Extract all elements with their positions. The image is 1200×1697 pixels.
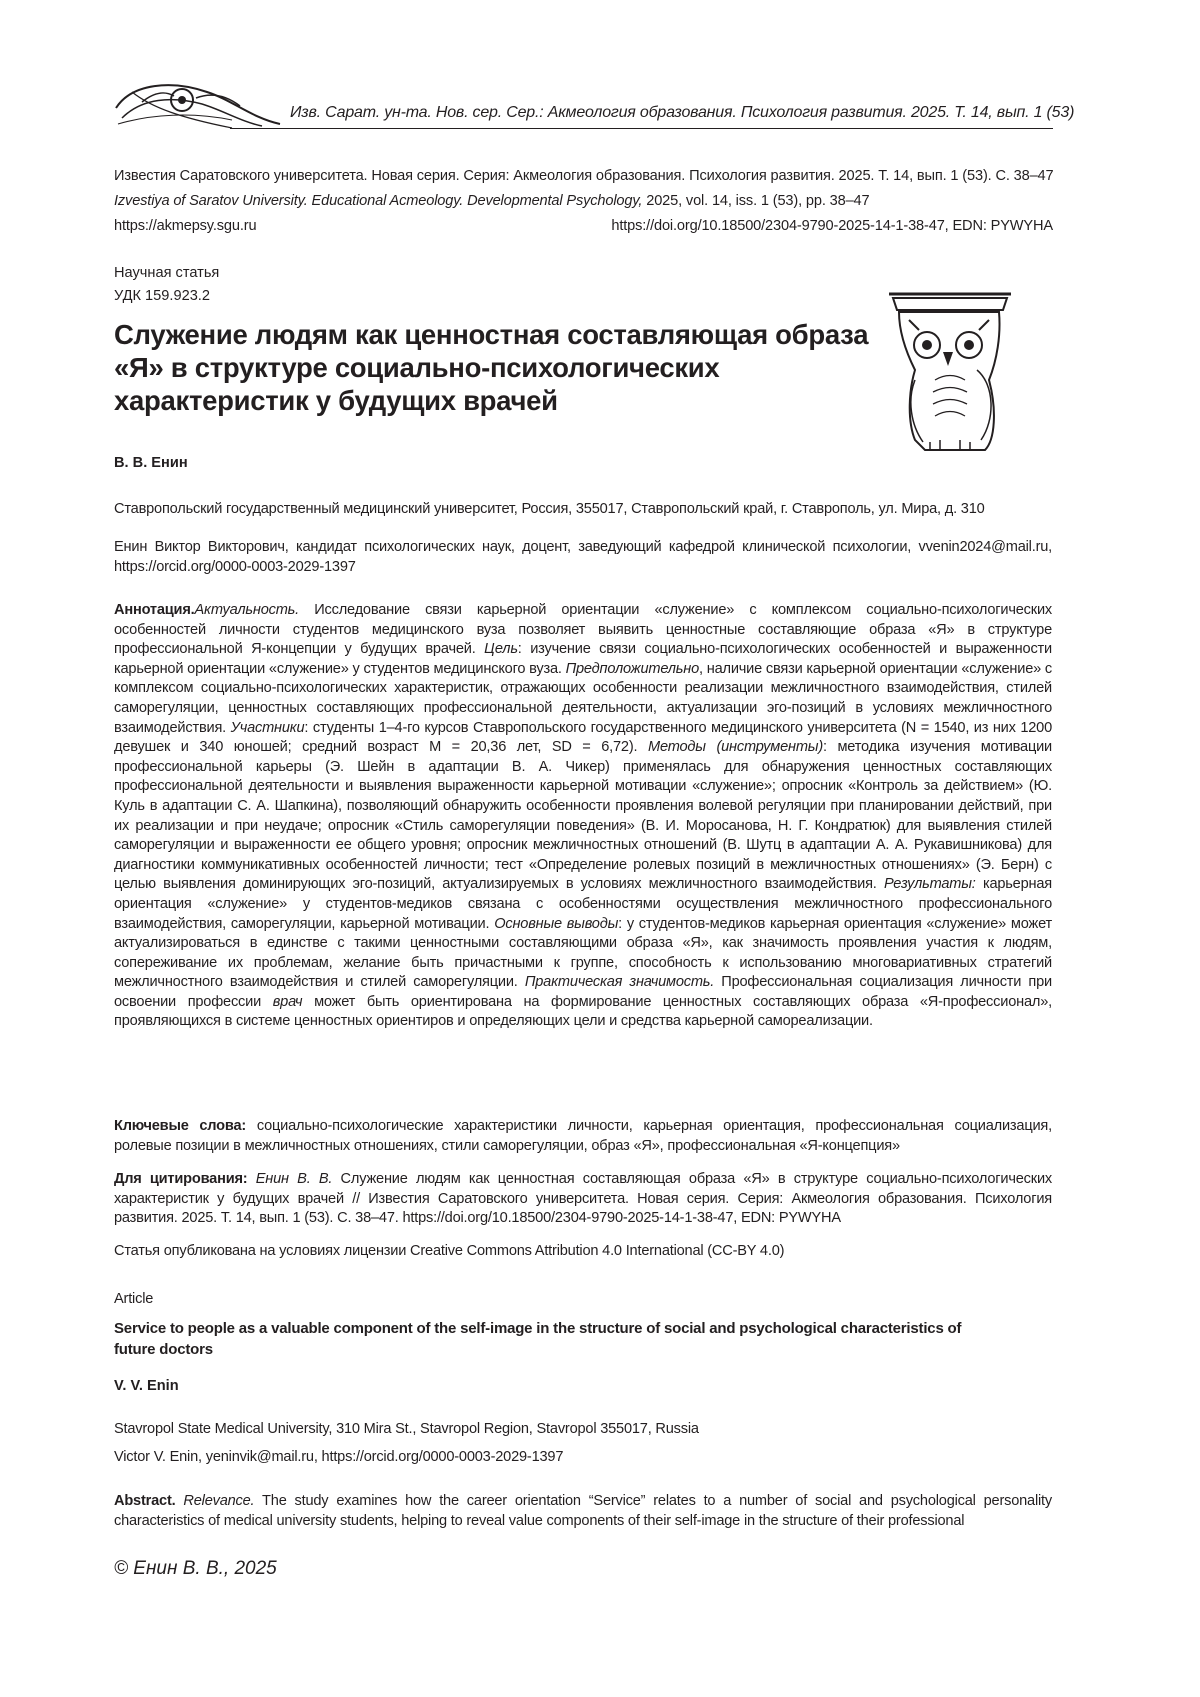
relevance-text: Исследование связи карьерной ориентации «служение» с комплексом социально-психологических особенностей личности студентов медицинского вуза позволяет выявить ценностные составляющие образа «Я» в структуре профессиональной Я-концепции у будущих врачей.	[114, 602, 1052, 657]
goal-label: Цель	[484, 641, 518, 657]
journal-logo-ornament	[112, 78, 282, 130]
affiliation-en: Stavropol State Medical University, 310 Mira St., Stavropol Region, Stavropol 355017, Russia	[114, 1420, 1052, 1440]
citation-en-journal: Izvestiya of Saratov University. Educational Acmeology. Developmental Psychology,	[114, 193, 642, 209]
copyright: © Енин В. В., 2025	[114, 1558, 277, 1580]
author-info-en: Victor V. Enin, yeninvik@mail.ru, https://orcid.org/0000-0003-2029-1397	[114, 1448, 1052, 1468]
methods-label: Методы (инструменты)	[648, 739, 823, 755]
citation-en	[114, 193, 869, 209]
significance-text-a: Профессиональная социализация личности при освоении профессии	[114, 974, 1052, 1010]
keywords-ru	[114, 1117, 1052, 1156]
abstract-ru-label: Аннотация.	[114, 602, 195, 618]
author-en: V. V. Enin	[114, 1378, 179, 1394]
affiliation-ru: Ставропольский государственный медицинский университет, Россия, 355017, Ставропольский край, г. Ставрополь, ул. Мира, д. 310	[114, 500, 1052, 520]
citation-ru: Известия Саратовского университета. Новая серия. Серия: Акмеология образования. Психология развития. 2025. Т. 14, вып. 1 (53). С. 38–47	[114, 168, 1054, 184]
keywords-label: Ключевые слова:	[114, 1118, 246, 1134]
header-rule	[230, 128, 1053, 129]
cite-text: Служение людям как ценностная составляющая образа «Я» в структуре социально-психологических характеристик у будущих врачей // Известия Саратовского университета. Новая серия. Серия: Акмеология образования. Психология развития. 2025. Т. 14, вып. 1 (53). С. 38–47. https://doi.org/10.18500/2304-9790-2025-14-1-38-47, EDN: PYWYHA	[114, 1171, 1052, 1226]
article-title-ru: Служение людям как ценностная составляющая образа «Я» в структуре социально-психологических характеристик у будущих врачей	[114, 318, 874, 417]
abstract-en	[114, 1492, 1052, 1531]
cite-label: Для цитирования:	[114, 1171, 247, 1187]
participants-label: Участники	[231, 720, 305, 736]
significance-label: Практическая значимость.	[525, 974, 714, 990]
hypothesis-text: , наличие связи карьерной ориентации «служение» с комплексом социально-психологических характеристик, отражающих особенности реализации межличностного взаимодействия, стилей саморегуляции, ценностных составляющих профессиональной деятельности, актуализации эго-позиций в условиях межличностного взаимодействия.	[114, 661, 1052, 736]
keywords-text: социально-психологические характеристики личности, карьерная ориентация, профессиональная социализация, ролевые позиции в межличностных отношениях, стили саморегуляции, образ «Я», профессиональная «Я-концепция»	[114, 1118, 1052, 1154]
article-type-ru: Научная статья	[114, 265, 219, 281]
citation-en-rest: 2025, vol. 14, iss. 1 (53), pp. 38–47	[642, 193, 869, 209]
journal-site-link[interactable]: https://akmepsy.sgu.ru	[114, 218, 256, 234]
article-type-en: Article	[114, 1290, 1052, 1310]
methods-text: : методика изучения мотивации профессиональной карьеры (Э. Шейн в адаптации В. А. Чикер) применялась для обнаружения ценностных составляющих профессиональной деятельности и выявления выраженности карьерной мотивации «служение»; опросник «Контроль за действием» (Ю. Куль в адаптации С. А. Шапкина), позволяющий обнаружить особенности проявления волевой регуляции при планировании действий, при их реализации и при неудаче; опросник «Стиль саморегуляции поведения» (В. И. Моросанова, Н. Г. Кондратюк) для выявления стилей саморегуляции и выраженности ее общего уровня; опросник межличностных отношений (В. Шутц в адаптации А. А. Рукавишникова) для диагностики коммуникативных особенностей личности; тест «Определение ролевых позиций в межличностных отношениях» (Э. Берн) с целью выявления доминирующих эго-позиций, актуализируемых в условиях межличностного взаимодействия.	[114, 739, 1052, 892]
abstract-en-label: Abstract.	[114, 1493, 175, 1509]
abstract-en-text: The study examines how the career orientation “Service” relates to a number of social and psychological personality characteristics of medical university students, helping to reveal value components of their self-image in the structure of their professional	[114, 1493, 1052, 1529]
cite-author: Енин В. В.	[247, 1171, 332, 1187]
significance-text-b: может быть ориентирована на формирование ценностных составляющих образа «Я-профессионал», проявляющихся в системе ценностных ориентиров и определяющих цели и средства карьерной самореализации.	[114, 994, 1052, 1030]
results-text: карьерная ориентация «служение» у студентов-медиков связана с особенностями осуществления межличностного профессионального взаимодействия, саморегуляции, карьерной мотивации.	[114, 876, 1052, 931]
cite-ru	[114, 1170, 1052, 1229]
hypothesis-label: Предположительно	[566, 661, 699, 677]
doi-link[interactable]: https://doi.org/10.18500/2304-9790-2025-14-1-38-47, EDN: PYWYHA	[611, 218, 1053, 234]
participants-text: : студенты 1–4-го курсов Ставропольского государственного медицинского университета (N = 1540, из них 1200 девушек и 340 юношей; средний возраст M = 20,36 лет, SD = 6,72).	[114, 720, 1052, 756]
udc-code: УДК 159.923.2	[114, 288, 210, 304]
article-title-en: Service to people as a valuable component of the self-image in the structure of social and psychological characteristics of future doctors	[114, 1318, 974, 1360]
relevance-label: Актуальность.	[195, 602, 300, 618]
author-ru: В. В. Енин	[114, 455, 188, 471]
conclusions-text: : у студентов-медиков карьерная ориентация «служение» может актуализироваться в единстве с такими ценностными составляющими образа «Я», как значимость проявления участия к людям, сопереживание их проблемам, желание быть причастными к группе, способность к использованию многовариативных стратегий межличностного взаимодействия и стилей саморегуляции.	[114, 916, 1052, 991]
significance-word: врач	[273, 994, 303, 1010]
author-info-ru: Енин Виктор Викторович, кандидат психологических наук, доцент, заведующий кафедрой клинической психологии, vvenin2024@mail.ru, https://orcid.org/0000-0003-2029-1397	[114, 538, 1052, 577]
owl-emblem-icon	[885, 290, 1015, 455]
relevance-en-label: Relevance.	[183, 1493, 254, 1509]
conclusions-label: Основные выводы	[494, 916, 618, 932]
abstract-ru	[114, 601, 1052, 1032]
goal-text: : изучение связи социально-психологических особенностей и выраженности карьерной ориентации «служение» у студентов медицинского вуза.	[114, 641, 1052, 677]
license-ru: Статья опубликована на условиях лицензии Creative Commons Attribution 4.0 International (CC-BY 4.0)	[114, 1242, 1052, 1262]
results-label: Результаты:	[884, 876, 976, 892]
running-header: Изв. Сарат. ун-та. Нов. сер. Сер.: Акмеология образования. Психология развития. 2025. Т. 14, вып. 1 (53)	[290, 104, 1053, 122]
